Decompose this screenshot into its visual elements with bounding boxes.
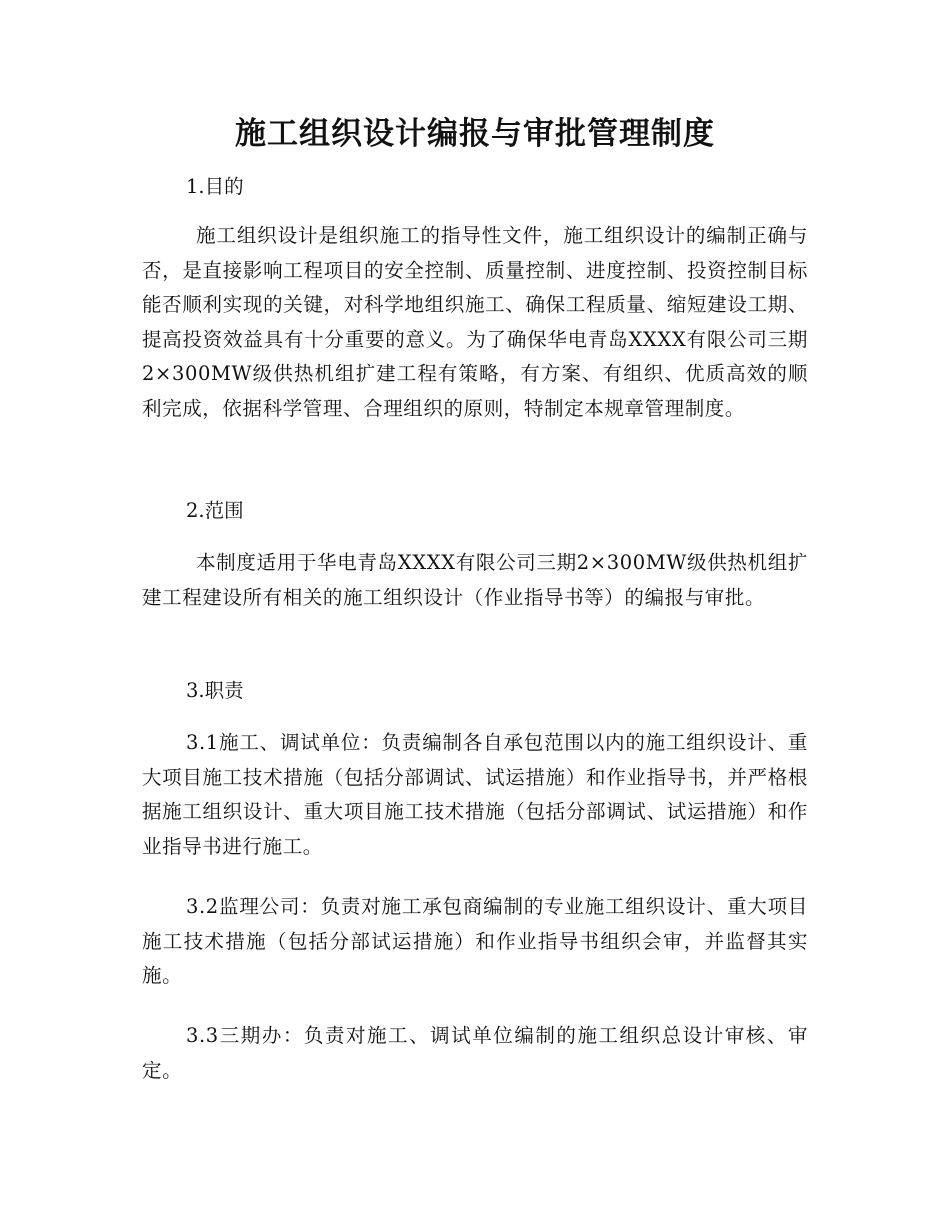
section-heading-purpose: 1.目的 (186, 175, 244, 198)
duty-item-supervision (142, 890, 808, 994)
duty-item-construction (142, 726, 808, 864)
document-title: 施工组织设计编报与审批管理制度 (235, 116, 715, 152)
section-purpose-body (142, 219, 808, 426)
duty-paragraph: 3.2监理公司：负责对施工承包商编制的专业施工组织设计、重大项目施工技术措施（包括分部试运措施）和作业指导书组织会审，并监督其实施。 (142, 895, 808, 987)
scope-paragraph: 本制度适用于华电青岛XXXX有限公司三期2×300MW级供热机组扩建工程建设所有相关的施工组织设计（作业指导书等）的编报与审批。 (142, 551, 808, 609)
duty-item-phase-office (142, 1019, 808, 1088)
section-heading-duties: 3.职责 (186, 679, 244, 702)
section-heading-scope: 2.范围 (186, 499, 244, 522)
duty-paragraph: 3.3三期办：负责对施工、调试单位编制的施工组织总设计审核、审定。 (142, 1024, 808, 1082)
section-duties (142, 674, 808, 708)
purpose-paragraph: 施工组织设计是组织施工的指导性文件，施工组织设计的编制正确与否，是直接影响工程项目的安全控制、质量控制、进度控制、投资控制目标能否顺利实现的关键，对科学地组织施工、确保工程质量、缩短建设工期、提高投资效益具有十分重要的意义。为了确保华电青岛XXXX有限公司三期2×300MW级供热机组扩建工程有策略，有方案、有组织、优质高效的顺利完成，依据科学管理、合理组织的原则，特制定本规章管理制度。 (142, 224, 808, 420)
section-scope (142, 494, 808, 528)
section-purpose (142, 170, 808, 204)
section-scope-body (142, 546, 808, 615)
duty-paragraph: 3.1施工、调试单位：负责编制各自承包范围以内的施工组织设计、重大项目施工技术措施（包括分部调试、试运措施）和作业指导书，并严格根据施工组织设计、重大项目施工技术措施（包括分部调试、试运措施）和作业指导书进行施工。 (142, 731, 808, 858)
